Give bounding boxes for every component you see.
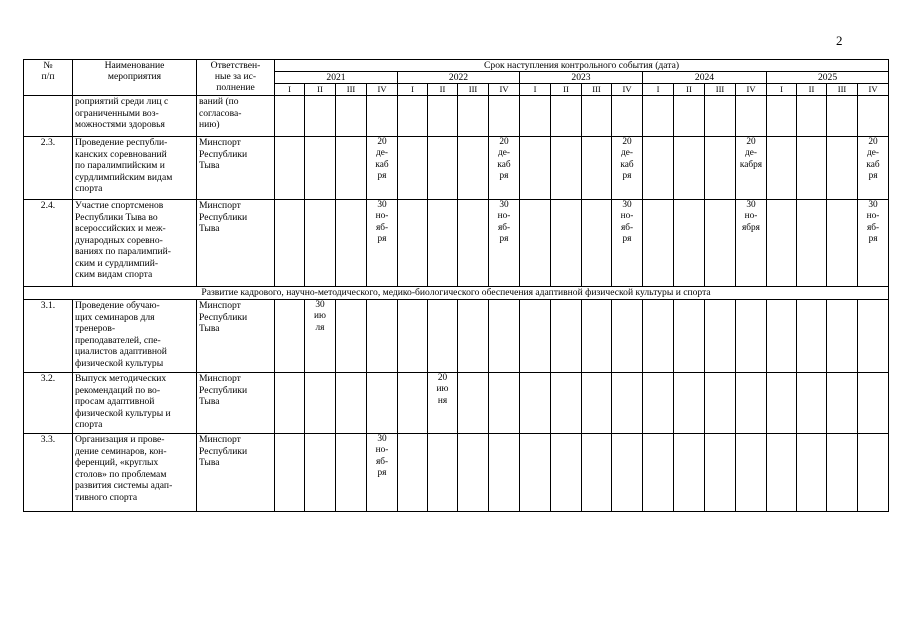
quarter-iii-2021: III [336,84,367,96]
quarter-iv-2022: IV [489,84,520,96]
date-cell [827,300,858,373]
date-cell [336,96,367,137]
date-cell [458,200,489,287]
date-cell [520,434,551,512]
event-name: Выпуск методических рекомендаций по во- просам адаптивной физической культуры и спорта [73,373,197,434]
date-cell [275,200,305,287]
date-cell [858,373,889,434]
quarter-i-2021: I [275,84,305,96]
date-cell [858,96,889,137]
date-cell [428,434,458,512]
date-cell [336,200,367,287]
date-cell [520,137,551,200]
date-cell [398,200,428,287]
quarter-iii-2025: III [827,84,858,96]
date-cell [827,137,858,200]
date-cell [458,373,489,434]
date-cell [767,300,797,373]
date-cell [827,434,858,512]
date-cell [705,96,736,137]
date-cell [736,373,767,434]
quarter-ii-2021: II [305,84,336,96]
year-2023: 2023 [520,72,643,84]
table-row [24,137,889,200]
date-cell [305,137,336,200]
date-cell [398,373,428,434]
row-number [24,96,73,137]
year-2021: 2021 [275,72,398,84]
date-cell [674,137,705,200]
date-cell [305,96,336,137]
date-cell [398,137,428,200]
date-cell: 20 де- каб ря [367,137,398,200]
control-events-schedule-table [23,59,889,512]
date-cell [336,300,367,373]
date-cell [643,200,674,287]
quarter-iv-2021: IV [367,84,398,96]
date-cell: 20 де- кабря [736,137,767,200]
table-row [24,200,889,287]
quarter-ii-2024: II [674,84,705,96]
event-name: роприятий среди лиц с ограниченными воз- можностями здоровья [73,96,197,137]
date-cell [428,300,458,373]
date-cell [367,373,398,434]
responsible: Минспорт Республики Тыва [197,434,275,512]
row-number: 3.1. [24,300,73,373]
date-cell [551,373,582,434]
date-cell [797,300,827,373]
section-title: Развитие кадрового, научно-методического, медико-биологического обеспечения адаптивной физической культуры и спорта [24,287,889,300]
date-cell [674,434,705,512]
date-cell [367,96,398,137]
date-cell [582,300,612,373]
quarter-iv-2024: IV [736,84,767,96]
date-cell [705,300,736,373]
date-cell [643,300,674,373]
date-cell [275,96,305,137]
date-cell [767,200,797,287]
date-cell [489,373,520,434]
event-name: Проведение республи- канских соревнований по паралимпийским и сурдлимпийским видам спорта [73,137,197,200]
event-name: Участие спортсменов Республики Тыва во всероссийских и меж- дународных соревно- ваниях по паралимпий- ским и сурдлимпий- ским видам спорта [73,200,197,287]
date-cell [674,300,705,373]
date-cell [736,300,767,373]
quarter-iii-2023: III [582,84,612,96]
date-cell [582,96,612,137]
date-cell [428,200,458,287]
date-cell: 20 де- каб ря [489,137,520,200]
date-cell [767,434,797,512]
date-cell [767,373,797,434]
date-cell [582,137,612,200]
row-number: 3.2. [24,373,73,434]
date-cell: 30 но- яб- ря [489,200,520,287]
date-cell [643,137,674,200]
responsible: Минспорт Республики Тыва [197,300,275,373]
date-cell: 30 но- яб- ря [612,200,643,287]
date-cell [428,96,458,137]
date-cell [827,200,858,287]
date-cell [797,373,827,434]
date-cell [551,300,582,373]
date-cell [398,300,428,373]
page-number: 2 [836,33,843,48]
quarter-iv-2025: IV [858,84,889,96]
date-cell [705,137,736,200]
date-cell [827,373,858,434]
date-cell [643,434,674,512]
date-cell [305,373,336,434]
date-cell [458,434,489,512]
date-cell [674,96,705,137]
date-cell [275,373,305,434]
date-cell: 20 де- каб ря [612,137,643,200]
date-cell [582,200,612,287]
date-cell: 30 но- яб- ря [367,200,398,287]
date-cell [797,137,827,200]
year-2022: 2022 [398,72,520,84]
date-cell [489,96,520,137]
date-cell [398,434,428,512]
date-cell [458,96,489,137]
year-2024: 2024 [643,72,767,84]
quarter-ii-2025: II [797,84,827,96]
date-cell [458,300,489,373]
responsible: Минспорт Республики Тыва [197,200,275,287]
date-cell [275,137,305,200]
date-cell [612,96,643,137]
year-2025: 2025 [767,72,889,84]
row-number: 3.3. [24,434,73,512]
date-cell [736,96,767,137]
date-cell [612,300,643,373]
date-cell [674,200,705,287]
responsible: Минспорт Республики Тыва [197,137,275,200]
header-event-name: Наименование мероприятия [73,60,197,96]
date-cell [643,96,674,137]
date-cell: 30 ию ля [305,300,336,373]
quarter-iv-2023: IV [612,84,643,96]
date-cell [458,137,489,200]
date-cell [797,200,827,287]
date-cell [674,373,705,434]
date-cell [797,96,827,137]
date-cell [275,434,305,512]
table-row [24,96,889,137]
date-cell [551,137,582,200]
row-number: 2.3. [24,137,73,200]
table-row [24,434,889,512]
date-cell [275,300,305,373]
date-cell [767,137,797,200]
header-row-title [24,60,889,72]
quarter-iii-2024: III [705,84,736,96]
quarter-i-2022: I [398,84,428,96]
header-deadline: Срок наступления контрольного события (дата) [275,60,889,72]
section-row [24,287,889,300]
date-cell [367,300,398,373]
date-cell [705,434,736,512]
date-cell: 30 но- яб- ря [367,434,398,512]
date-cell [520,373,551,434]
date-cell [398,96,428,137]
date-cell [305,434,336,512]
date-cell [582,434,612,512]
date-cell [551,200,582,287]
date-cell [827,96,858,137]
date-cell: 20 де- каб ря [858,137,889,200]
date-cell: 20 ию ня [428,373,458,434]
date-cell [705,373,736,434]
event-name: Проведение обучаю- щих семинаров для тренеров- преподавателей, спе- циалистов адаптивной физической культуры [73,300,197,373]
date-cell [582,373,612,434]
quarter-ii-2023: II [551,84,582,96]
date-cell [797,434,827,512]
date-cell [551,96,582,137]
date-cell [520,96,551,137]
responsible: Минспорт Республики Тыва [197,373,275,434]
date-cell [612,373,643,434]
date-cell: 30 но- яб- ря [858,200,889,287]
date-cell [551,434,582,512]
date-cell [858,300,889,373]
event-name: Организация и прове- дение семинаров, кон- ференций, «круглых столов» по проблемам развития системы адап- тивного спорта [73,434,197,512]
date-cell [520,200,551,287]
date-cell [336,434,367,512]
date-cell [612,434,643,512]
date-cell [336,373,367,434]
date-cell [705,200,736,287]
header-num: № п/п [24,60,73,96]
quarter-i-2024: I [643,84,674,96]
responsible: ваний (по согласова- нию) [197,96,275,137]
date-cell [489,300,520,373]
quarter-i-2025: I [767,84,797,96]
quarter-i-2023: I [520,84,551,96]
table-row [24,300,889,373]
date-cell [489,434,520,512]
header-responsible: Ответствен- ные за ис- полнение [197,60,275,96]
date-cell [305,200,336,287]
date-cell [767,96,797,137]
row-number: 2.4. [24,200,73,287]
date-cell [643,373,674,434]
date-cell [736,434,767,512]
date-cell [520,300,551,373]
quarter-ii-2022: II [428,84,458,96]
date-cell: 30 но- ября [736,200,767,287]
date-cell [428,137,458,200]
date-cell [336,137,367,200]
date-cell [858,434,889,512]
table-row [24,373,889,434]
quarter-iii-2022: III [458,84,489,96]
